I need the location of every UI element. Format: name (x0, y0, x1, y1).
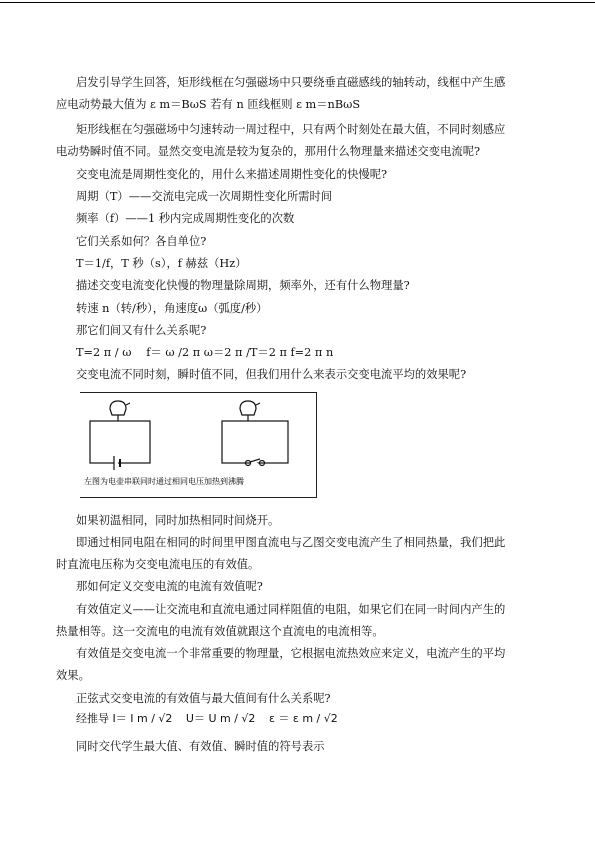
effective-value-formula (76, 710, 396, 728)
paragraph-line: 正弦式交变电流的有效值与最大值间有什么关系呢? (76, 692, 331, 705)
paragraph-line: 应电动势最大值为 ε m＝BωS 若有 n 匝线框则 ε m＝nBωS (56, 98, 361, 111)
formula-line: T=2 π / ω f＝ ω /2 π ω＝2 π /T＝2 π f=2 π n (76, 346, 334, 359)
circuit-figure (80, 392, 317, 498)
paragraph-line: 启发引导学生回答，矩形线框在匀强磁场中只要绕垂直磁感线的轴转动，线框中产生感 (76, 76, 506, 89)
paragraph-line: 时直流电压称为交变电流电压的有效值。 (56, 558, 260, 571)
paragraph-line: 它们关系如何？各自单位? (76, 235, 207, 248)
paragraph-line: T＝1/f，T 秒（s），f 赫兹（Hz） (76, 257, 247, 270)
paragraph-line: 那如何定义交变电流的电流有效值呢? (76, 580, 263, 593)
paragraph-line: 交变电流不同时刻，瞬时值不同，但我们用什么来表示交变电流平均的效果呢? (76, 368, 467, 381)
paragraph-line: 转速 n（转/秒），角速度ω（弧度/秒） (76, 302, 268, 315)
paragraph-line: 同时交代学生最大值、有效值、瞬时值的符号表示 (76, 740, 325, 753)
formula-voltage: U＝ U m / √2 (185, 712, 256, 725)
paragraph-line: 矩形线框在匀强磁场中匀速转动一周过程中，只有两个时刻处在最大值，不同时刻感应 (76, 123, 506, 136)
paragraph-line: 描述交变电流变化快慢的物理量除周期，频率外，还有什么物理量? (76, 279, 410, 292)
paragraph-line: 电动势瞬时值不同。显然交变电流是较为复杂的，那用什么物理量来描述交变电流呢? (56, 145, 481, 158)
paragraph-line: 即通过相同电阻在相同的时间里甲图直流电与乙图交变电流产生了相同热量，我们把此 (76, 536, 506, 549)
paragraph-line: 有效值是交变电流一个非常重要的物理量，它根据电流热效应来定义，电流产生的平均 (76, 647, 506, 660)
paragraph-line: 周期（T）——交流电完成一次周期性变化所需时间 (76, 190, 333, 203)
paragraph-line: 有效值定义——让交流电和直流电通过同样阻值的电阻，如果它们在同一时间内产生的 (76, 603, 506, 616)
page-top-rule (0, 2, 595, 3)
formula-current: 经推导 I＝ I m / √2 (76, 712, 173, 725)
paragraph-line: 如果初温相同，同时加热相同时间烧开。 (76, 514, 280, 527)
formula-emf: ε ＝ ε m / √2 (268, 712, 338, 725)
paragraph-line: 频率（f）——1 秒内完成周期性变化的次数 (76, 212, 295, 225)
paragraph-line: 那它们间又有什么关系呢? (76, 324, 207, 337)
figure-caption: 左图为电壶串联同时通过相同电压加热到沸腾 (84, 477, 244, 486)
paragraph-line: 热量相等。这一交流电的电流有效值就跟这个直流电的电流相等。 (56, 625, 384, 638)
dc-circuit (90, 401, 150, 470)
paragraph-line: 效果。 (56, 669, 90, 682)
paragraph-line: 交变电流是周期性变化的，用什么来描述周期性变化的快慢呢? (76, 168, 388, 181)
ac-circuit (222, 401, 288, 467)
